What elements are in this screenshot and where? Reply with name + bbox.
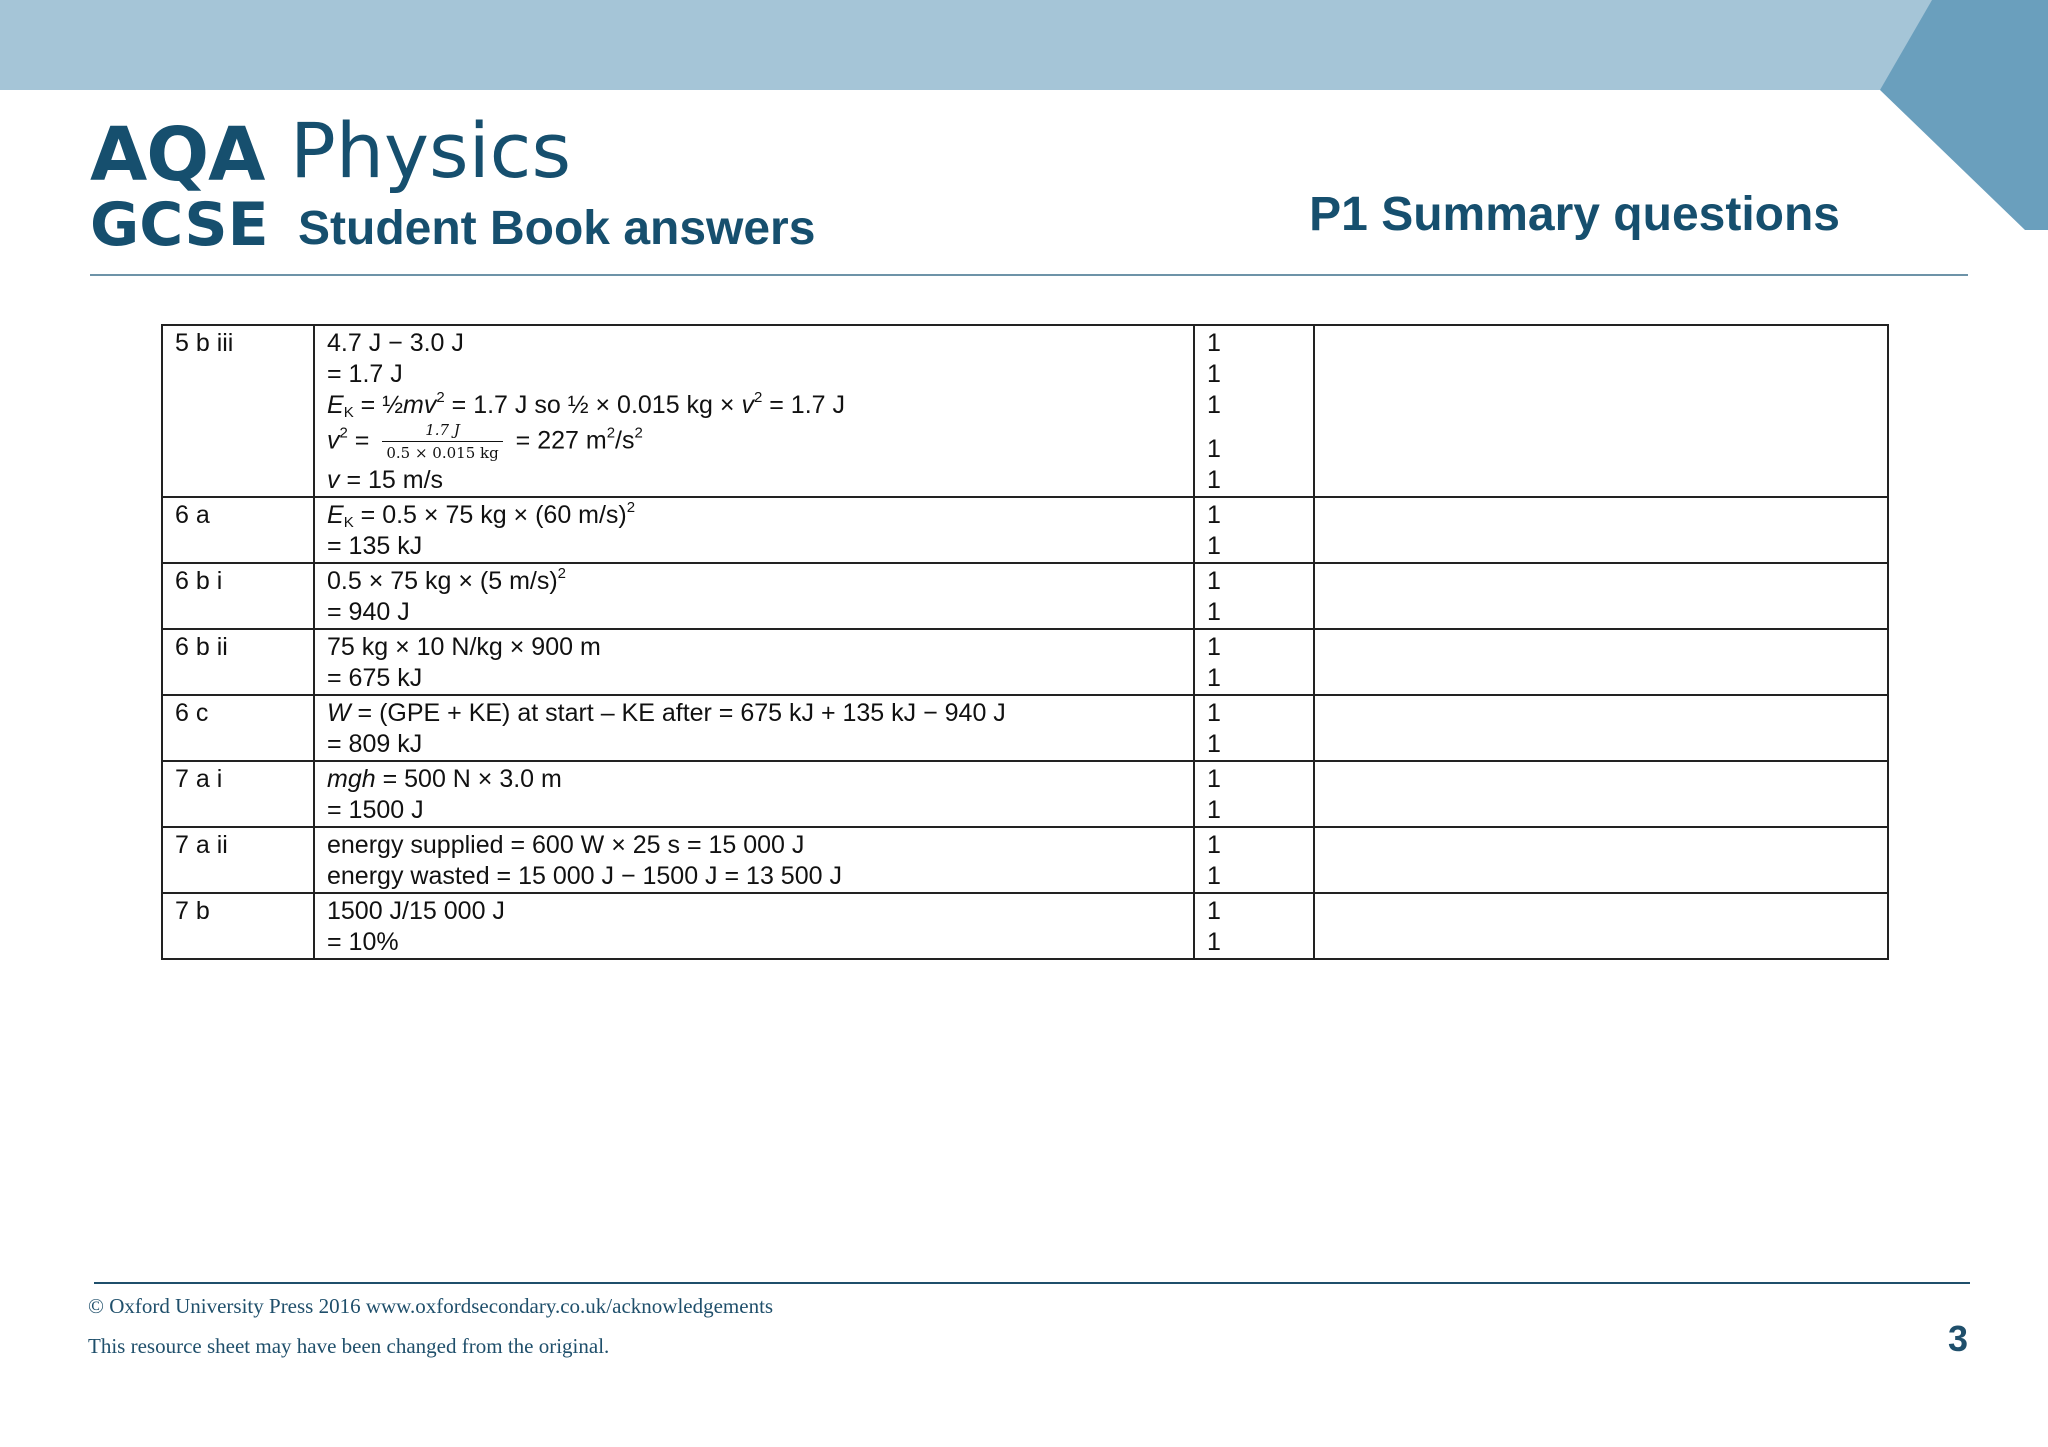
subject-title: Physics [290,106,572,195]
answer-line: W = (GPE + KE) at start – KE after = 675 kJ + 135 kJ − 940 J [327,699,1006,727]
answer-cell [314,629,1194,695]
answer-line: = 10% [327,928,399,956]
mark-value: 1 [1207,435,1221,463]
marks-cell [1194,497,1314,563]
table-row [162,629,1888,695]
marks-cell [1194,695,1314,761]
footer-divider [94,1282,1970,1284]
mark-value: 1 [1207,532,1221,560]
mark-value: 1 [1207,501,1221,529]
marks-cell [1194,893,1314,959]
answer-line: energy wasted = 15 000 J − 1500 J = 13 500 J [327,862,842,890]
table-row [162,563,1888,629]
mark-value: 1 [1207,928,1221,956]
answer-line: = 940 J [327,598,410,626]
level-label: GCSE [90,190,269,260]
answer-line: v = 15 m/s [327,466,444,494]
table-row [162,695,1888,761]
mark-value: 1 [1207,466,1221,494]
mark-value: 1 [1207,391,1221,419]
header-divider [90,274,1968,276]
header-band [0,0,2048,90]
answer-line: energy supplied = 600 W × 25 s = 15 000 J [327,831,805,859]
section-title: P1 Summary questions [1309,188,1840,241]
table-row [162,761,1888,827]
answer-cell [314,497,1194,563]
mark-value: 1 [1207,360,1221,388]
guidance-cell [1314,761,1888,827]
marks-cell [1194,761,1314,827]
answer-line: 0.5 × 75 kg × (5 m/s)$^2$ [327,565,567,595]
mark-value: 1 [1207,598,1221,626]
answer-line: mgh = 500 N × 3.0 m [327,765,562,793]
question-number: 7 a ii [162,827,314,893]
answer-line: $E_K = 0.5 \times 75$ kg × (60 m/s)$^2$ [327,499,636,531]
table-row [162,893,1888,959]
table-row [162,497,1888,563]
answer-cell [314,325,1194,497]
guidance-cell [1314,629,1888,695]
question-number: 7 b [162,893,314,959]
answer-line: = 135 kJ [327,532,423,560]
answers-table-body [162,325,1888,959]
guidance-cell [1314,563,1888,629]
question-number: 6 c [162,695,314,761]
question-number: 6 a [162,497,314,563]
table-row [162,325,1888,497]
guidance-cell [1314,893,1888,959]
marks-cell [1194,629,1314,695]
page-number: 3 [1947,1318,1968,1359]
mark-value: 1 [1207,862,1221,890]
copyright-notice: © Oxford University Press 2016 www.oxfordsecondary.co.uk/acknowledgements [88,1294,774,1318]
marks-cell [1194,563,1314,629]
marks-cell [1194,827,1314,893]
answer-line: = 1.7 J [327,360,403,388]
answer-line: = 809 kJ [327,730,423,758]
answer-cell [314,893,1194,959]
resource-note: This resource sheet may have been changed from the original. [88,1334,610,1358]
answer-cell [314,563,1194,629]
marks-cell [1194,325,1314,497]
mark-value: 1 [1207,699,1221,727]
mark-value: 1 [1207,633,1221,661]
brand-logo-aqa: AQA [90,112,265,198]
answer-line: $E_K$ = $\frac{1}{2}mv^2 = 1.7$ J so ½ × 0.015 kg × $v^2 = 1.7$ J [327,389,845,421]
question-number: 5 b iii [162,325,314,497]
answer-line: 4.7 J − 3.0 J [327,329,464,357]
answer-cell [314,827,1194,893]
answer-line: = 1500 J [327,796,424,824]
guidance-cell [1314,827,1888,893]
answer-cell [314,761,1194,827]
answers-table [161,324,1889,960]
answer-line: $v^2$ = $\frac{1.7 J}{0.5 \times 0.015 kg}$ = 227 $m^2/s^2$ [327,421,643,462]
mark-value: 1 [1207,897,1221,925]
table-row [162,827,1888,893]
mark-value: 1 [1207,796,1221,824]
mark-value: 1 [1207,329,1221,357]
guidance-cell [1314,695,1888,761]
answer-cell [314,695,1194,761]
mark-value: 1 [1207,765,1221,793]
mark-value: 1 [1207,664,1221,692]
question-number: 7 a i [162,761,314,827]
book-subtitle: Student Book answers [298,202,816,255]
mark-value: 1 [1207,831,1221,859]
mark-value: 1 [1207,730,1221,758]
mark-value: 1 [1207,567,1221,595]
question-number: 6 b i [162,563,314,629]
question-number: 6 b ii [162,629,314,695]
guidance-cell [1314,325,1888,497]
answer-line: 1500 J/15 000 J [327,897,505,925]
guidance-cell [1314,497,1888,563]
answer-line: 75 kg × 10 N/kg × 900 m [327,633,601,661]
answer-line: = 675 kJ [327,664,423,692]
